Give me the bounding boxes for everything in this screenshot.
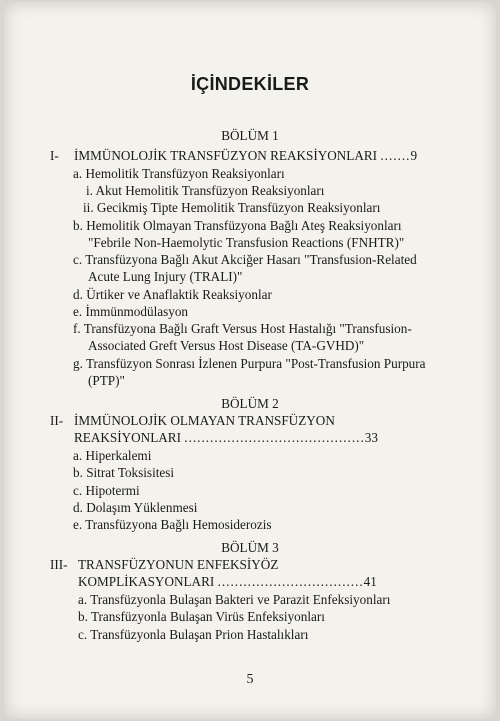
section-heading: BÖLÜM 3	[221, 540, 279, 555]
toc-item: f. Transfüzyona Bağlı Graft Versus Host Hastalığı "Transfusion-	[73, 321, 412, 336]
toc-item: c. Hipotermi	[73, 483, 140, 498]
toc-item: g. Transfüzyon Sonrası İzlenen Purpura "Post-Transfusion Purpura	[73, 356, 426, 371]
chapter-page-number: 33	[364, 430, 378, 445]
toc-item: a. Hiperkalemi	[73, 448, 152, 463]
chapter-title: TRANSFÜZYONUN ENFEKSİYÖZ	[78, 557, 279, 572]
page-title: İÇİNDEKİLER	[190, 74, 310, 94]
toc-item: d. Dolaşım Yüklenmesi	[73, 500, 198, 515]
chapter-title-text: REAKSİYONLARI	[74, 430, 181, 445]
dot-leader: .......	[380, 148, 411, 163]
chapter-title-text: İMMÜNOLOJİK TRANSFÜZYON REAKSİYONLARI	[74, 148, 378, 163]
toc-item-continued: (PTP)"	[88, 373, 125, 388]
toc-item: a. Transfüzyonla Bulaşan Bakteri ve Parazit Enfeksiyonları	[78, 592, 391, 607]
chapter-title-continued	[78, 574, 377, 590]
chapter-title: İMMÜNOLOJİK OLMAYAN TRANSFÜZYON	[74, 413, 335, 428]
toc-item: e. Transfüzyona Bağlı Hemosiderozis	[73, 517, 272, 532]
toc-item-continued: Associated Greft Versus Host Disease (TA-GVHD)"	[88, 338, 365, 353]
chapter-numeral: II-	[50, 413, 64, 428]
chapter-title-continued	[74, 430, 378, 446]
chapter-title	[74, 148, 417, 164]
chapter-page-number: 41	[363, 574, 377, 589]
toc-item: ii. Gecikmiş Tipte Hemolitik Transfüzyon Reaksiyonları	[83, 200, 381, 215]
section-heading: BÖLÜM 1	[221, 128, 279, 143]
chapter-page-number: 9	[410, 148, 418, 163]
toc-item: i. Akut Hemolitik Transfüzyon Reaksiyonları	[86, 183, 325, 198]
dot-leader: ..........................................	[184, 430, 365, 445]
toc-item: a. Hemolitik Transfüzyon Reaksiyonları	[73, 166, 285, 181]
dot-leader: ..................................	[217, 574, 364, 589]
toc-item: d. Ürtiker ve Anaflaktik Reaksiyonlar	[73, 287, 272, 302]
toc-item: c. Transfüzyonla Bulaşan Prion Hastalıkları	[78, 627, 309, 642]
toc-item: b. Transfüzyonla Bulaşan Virüs Enfeksiyonları	[78, 609, 325, 624]
page-number: 5	[246, 672, 254, 687]
toc-item: b. Sitrat Toksisitesi	[73, 465, 175, 480]
toc-item-continued: "Febrile Non-Haemolytic Transfusion Reactions (FNHTR)"	[88, 235, 405, 250]
toc-item: e. İmmünmodülasyon	[73, 304, 189, 319]
chapter-title-text: KOMPLİKASYONLARI	[78, 574, 215, 589]
chapter-numeral: III-	[50, 557, 68, 572]
toc-item: c. Transfüzyona Bağlı Akut Akciğer Hasarı "Transfusion-Related	[73, 252, 417, 267]
section-heading: BÖLÜM 2	[221, 396, 279, 411]
chapter-numeral: I-	[50, 148, 59, 163]
toc-item: b. Hemolitik Olmayan Transfüzyona Bağlı Ateş Reaksiyonları	[73, 218, 402, 233]
toc-item-continued: Acute Lung Injury (TRALI)"	[88, 269, 243, 284]
